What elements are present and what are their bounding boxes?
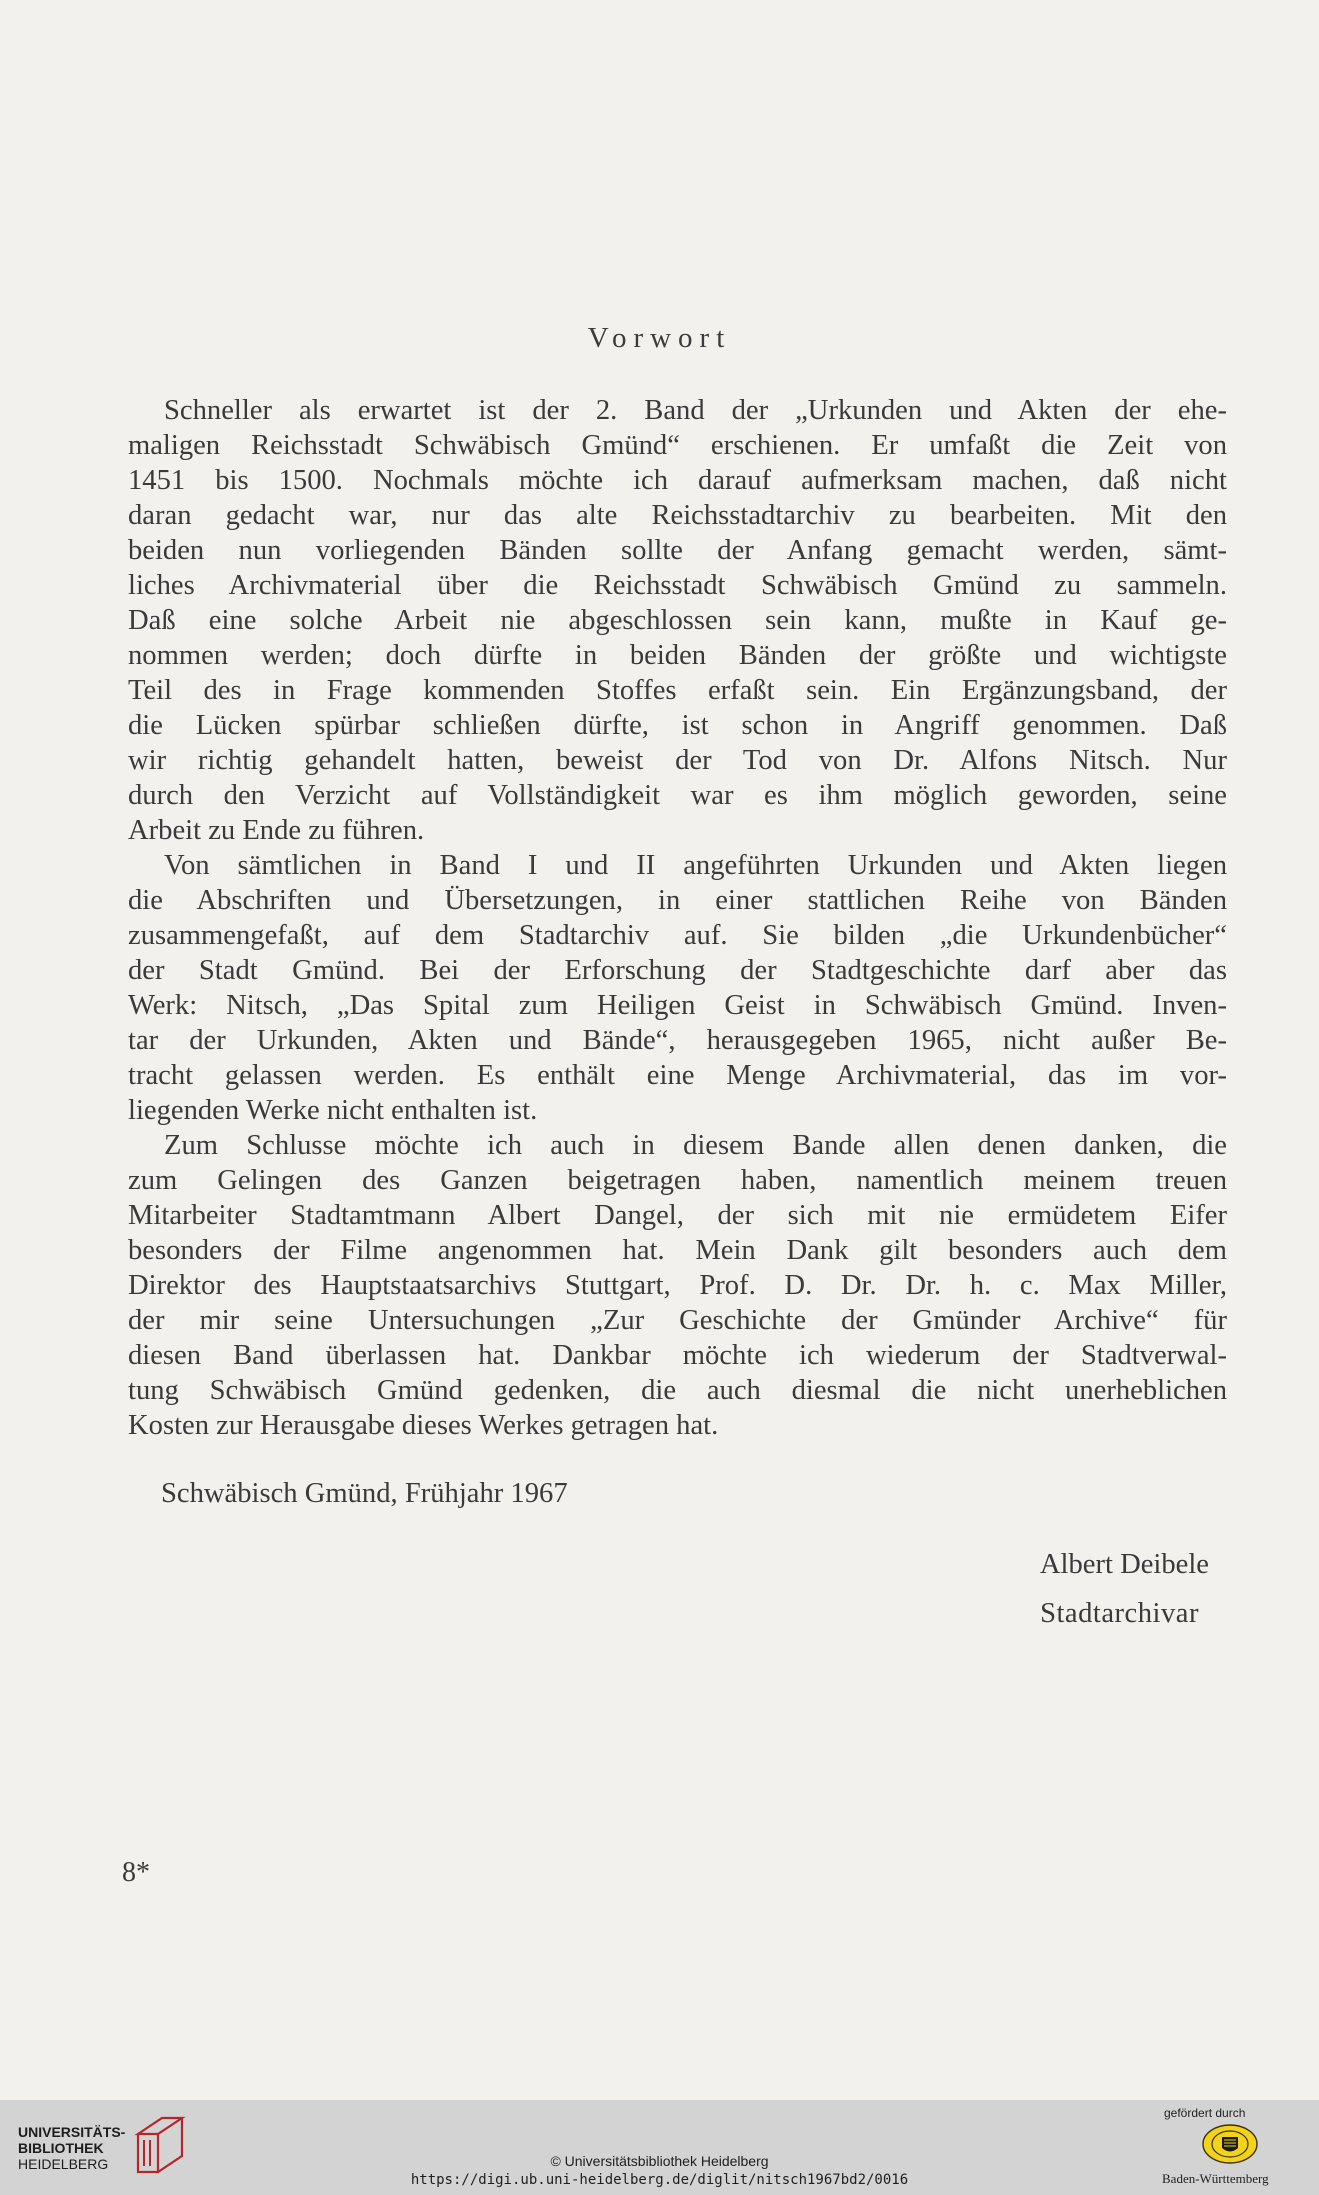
text-line: Mitarbeiter Stadtamtmann Albert Dangel, der sich mit nie ermüdetem Eifer	[128, 1200, 1227, 1231]
text-line: Werk: Nitsch, „Das Spital zum Heiligen Geist in Schwäbisch Gmünd. Inven-	[128, 990, 1227, 1021]
text-line: maligen Reichsstadt Schwäbisch Gmünd“ erschienen. Er umfaßt die Zeit von	[128, 430, 1227, 461]
funder-name: Baden-Württemberg	[1162, 2171, 1269, 2186]
text-line: nommen werden; doch dürfte in beiden Bänden der größte und wichtigste	[128, 640, 1227, 671]
text-line: Direktor des Hauptstaatsarchivs Stuttgart, Prof. D. Dr. Dr. h. c. Max Miller,	[128, 1270, 1227, 1301]
text-line: beiden nun vorliegenden Bänden sollte der Anfang gemacht werden, sämt-	[128, 535, 1227, 566]
text-line: zum Gelingen des Ganzen beigetragen haben, namentlich meinem treuen	[128, 1165, 1227, 1196]
text-line: tar der Urkunden, Akten und Bände“, herausgegeben 1965, nicht außer Be-	[128, 1025, 1227, 1056]
text-line: 1451 bis 1500. Nochmals möchte ich darauf aufmerksam machen, daß nicht	[128, 465, 1227, 496]
text-line: liches Archivmaterial über die Reichsstadt Schwäbisch Gmünd zu sammeln.	[128, 570, 1227, 601]
text-line: Schneller als erwartet ist der 2. Band der „Urkunden und Akten der ehe-	[164, 395, 1227, 426]
library-logo-icon	[132, 2112, 186, 2180]
text-line: die Lücken spürbar schließen dürfte, ist schon in Angriff genommen. Daß	[128, 710, 1227, 741]
text-line: tung Schwäbisch Gmünd gedenken, die auch diesmal die nicht unerheblichen	[128, 1375, 1227, 1406]
text-line: daran gedacht war, nur das alte Reichsstadtarchiv zu bearbeiten. Mit den	[128, 500, 1227, 531]
text-line: besonders der Filme angenommen hat. Mein Dank gilt besonders auch dem	[128, 1235, 1227, 1266]
text-line: Kosten zur Herausgabe dieses Werkes getragen hat.	[128, 1410, 719, 1441]
text-line: der Stadt Gmünd. Bei der Erforschung der Stadtgeschichte darf aber das	[128, 955, 1227, 986]
text-line: Arbeit zu Ende zu führen.	[128, 815, 425, 846]
page-title: Vorwort	[587, 322, 732, 354]
body-text	[128, 393, 1227, 1443]
text-line: der mir seine Untersuchungen „Zur Geschichte der Gmünder Archive“ für	[128, 1305, 1227, 1336]
text-line: die Abschriften und Übersetzungen, in einer stattlichen Reihe von Bänden	[128, 885, 1227, 916]
text-line: Von sämtlichen in Band I und II angeführten Urkunden und Akten liegen	[164, 850, 1227, 881]
page-number: 8*	[122, 1857, 150, 1888]
text-line: wir richtig gehandelt hatten, beweist der Tod von Dr. Alfons Nitsch. Nur	[128, 745, 1227, 776]
copyright-text: © Universitätsbibliothek Heidelberg	[550, 2153, 769, 2169]
author-name: Albert Deibele	[1039, 1549, 1209, 1580]
text-line: zusammengefaßt, auf dem Stadtarchiv auf. Sie bilden „die Urkundenbücher“	[128, 920, 1227, 951]
text-line: durch den Verzicht auf Vollständigkeit war es ihm möglich geworden, seine	[128, 780, 1227, 811]
text-line: diesen Band überlassen hat. Dankbar möchte ich wiederum der Stadtverwal-	[128, 1340, 1227, 1371]
logo-line-3: HEIDELBERG	[18, 2156, 109, 2172]
text-line: Teil des in Frage kommenden Stoffes erfaßt sein. Ein Ergänzungsband, der	[128, 675, 1227, 706]
logo-line-1: UNIVERSITÄTS-	[18, 2124, 126, 2140]
baden-wuerttemberg-seal-icon[interactable]	[1200, 2122, 1260, 2166]
funder-label: gefördert durch	[1164, 2106, 1246, 2120]
author-role: Stadtarchivar	[1040, 1598, 1199, 1629]
text-line: tracht gelassen werden. Es enthält eine Menge Archivmaterial, das im vor-	[128, 1060, 1227, 1091]
permalink-url[interactable]: https://digi.ub.uni-heidelberg.de/diglit/nitsch1967bd2/0016	[410, 2172, 909, 2188]
place-date: Schwäbisch Gmünd, Frühjahr 1967	[161, 1478, 568, 1509]
text-line: Daß eine solche Arbeit nie abgeschlossen sein kann, mußte in Kauf ge-	[128, 605, 1227, 636]
logo-line-2: BIBLIOTHEK	[18, 2140, 104, 2156]
text-line: liegenden Werke nicht enthalten ist.	[128, 1095, 538, 1126]
text-line: Zum Schlusse möchte ich auch in diesem Bande allen denen danken, die	[164, 1130, 1227, 1161]
